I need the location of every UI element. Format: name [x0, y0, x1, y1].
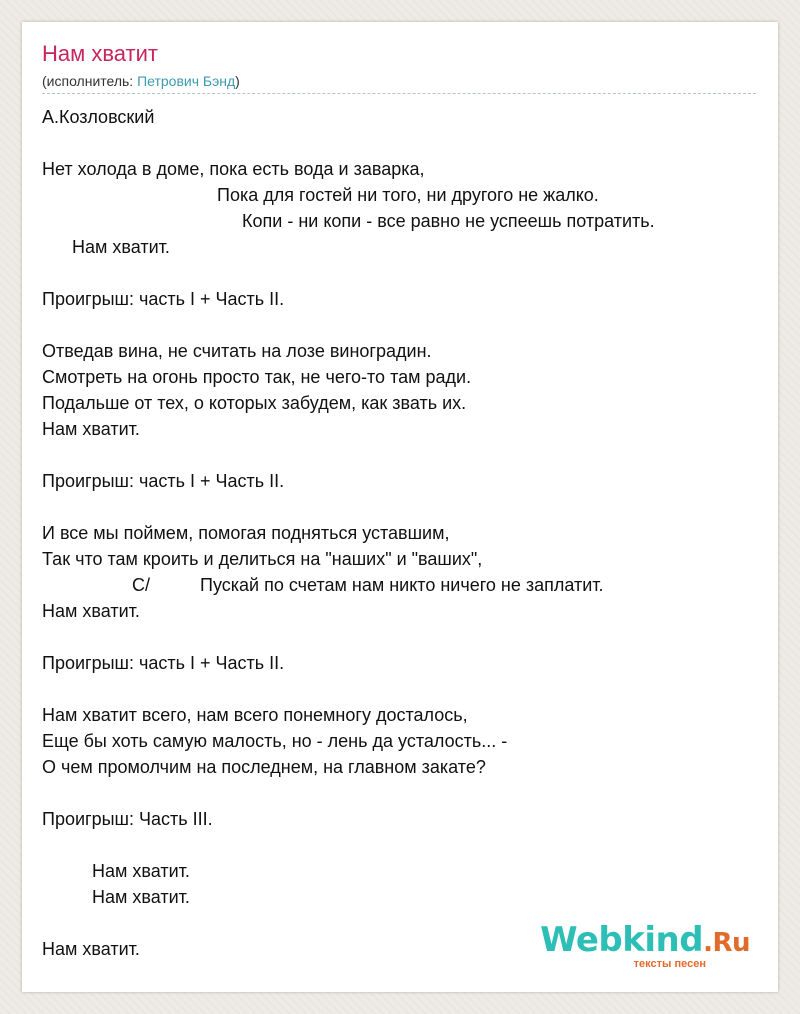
- lyric-line: Нам хватит.: [42, 861, 190, 881]
- artist-line: [42, 72, 240, 90]
- lyric-line: C/ Пускай по счетам нам никто ничего не заплатит.: [42, 575, 604, 595]
- lyrics-card: [22, 22, 778, 992]
- lyric-line: [42, 312, 758, 338]
- lyric-line: Нам хватит.: [42, 237, 170, 257]
- lyric-line: [42, 130, 758, 156]
- lyric-line: Нам хватит.: [42, 887, 190, 907]
- site-watermark: [540, 920, 750, 970]
- lyric-line: Отведав вина, не считать на лозе виноградин.: [42, 341, 432, 361]
- lyric-line: Нам хватит.: [42, 419, 140, 439]
- lyric-line: О чем промолчим на последнем, на главном закате?: [42, 757, 486, 777]
- song-title: Нам хватит: [42, 41, 158, 66]
- lyric-line: [42, 260, 758, 286]
- lyric-line: Проигрыш: часть I + Часть II.: [42, 653, 285, 673]
- lyric-line: Нам хватит всего, нам всего понемногу досталось,: [42, 705, 468, 725]
- lyric-line: Пока для гостей ни того, ни другого не жалко.: [42, 185, 599, 205]
- lyric-line: Проигрыш: часть I + Часть II.: [42, 471, 285, 491]
- watermark-tld: .Ru: [703, 928, 750, 958]
- watermark-tagline: тексты песен: [633, 958, 706, 970]
- title-divider: [42, 93, 756, 94]
- watermark-logo: [540, 920, 750, 960]
- lyric-line: Еще бы хоть самую малость, но - лень да усталость... -: [42, 731, 508, 751]
- lyric-line: Проигрыш: Часть III.: [42, 809, 213, 829]
- lyric-line: [42, 832, 758, 858]
- lyric-line: Копи - ни копи - все равно не успеешь потратить.: [42, 211, 655, 231]
- lyric-line: Нам хватит.: [42, 601, 140, 621]
- lyric-line: Нет холода в доме, пока есть вода и заварка,: [42, 159, 425, 179]
- watermark-name: Webkind: [540, 920, 704, 960]
- lyric-line: Смотреть на огонь просто так, не чего-то там ради.: [42, 367, 472, 387]
- lyric-line: Так что там кроить и делиться на "наших" и "ваших",: [42, 549, 483, 569]
- artist-link[interactable]: Петрович Бэнд: [137, 73, 236, 89]
- lyric-line: Подальше от тех, о которых забудем, как звать их.: [42, 393, 467, 413]
- lyric-line: И все мы поймем, помогая подняться уставшим,: [42, 523, 450, 543]
- lyric-line: [42, 624, 758, 650]
- lyric-line: Проигрыш: часть I + Часть II.: [42, 289, 285, 309]
- lyric-line: [42, 780, 758, 806]
- lyric-line: [42, 676, 758, 702]
- lyrics-body: [42, 104, 758, 962]
- lyric-line: [42, 494, 758, 520]
- lyric-line: Нам хватит.: [42, 939, 140, 959]
- lyric-line: [42, 442, 758, 468]
- artist-suffix: ): [235, 73, 240, 89]
- artist-prefix: (исполнитель:: [42, 73, 138, 89]
- lyric-line: А.Козловский: [42, 107, 155, 127]
